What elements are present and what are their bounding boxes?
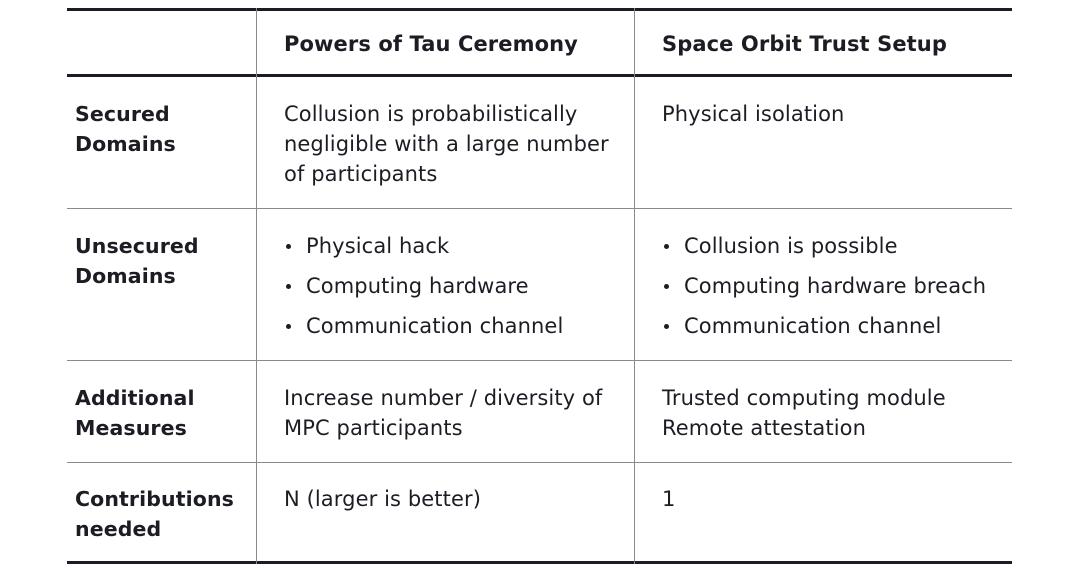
list-item: Physical hack xyxy=(284,231,563,271)
row-label-contributions-needed: Contributions needed xyxy=(75,487,234,541)
column-divider xyxy=(256,8,257,564)
header-powers-of-tau: Powers of Tau Ceremony xyxy=(284,32,578,56)
cell-secured-powers-of-tau: Collusion is probabilistically negligible with a large number of participants xyxy=(284,102,609,186)
cell-measures-space-orbit: Trusted computing module Remote attestation xyxy=(662,386,946,440)
header-bottom-rule xyxy=(67,74,1012,77)
cell-unsecured-space-orbit xyxy=(662,231,986,351)
comparison-table xyxy=(67,8,1012,564)
column-divider xyxy=(634,8,635,564)
row-divider xyxy=(67,360,1012,361)
row-label-secured-domains: Secured Domains xyxy=(75,102,176,156)
cell-unsecured-powers-of-tau xyxy=(284,231,563,351)
list-item: Communication channel xyxy=(284,311,563,351)
bullet-list xyxy=(284,231,563,351)
cell-contributions-space-orbit: 1 xyxy=(662,487,676,511)
row-label-additional-measures: Additional Measures xyxy=(75,386,195,440)
table-top-rule xyxy=(67,8,1012,11)
row-divider xyxy=(67,208,1012,209)
cell-secured-space-orbit: Physical isolation xyxy=(662,102,845,126)
list-item: Computing hardware breach xyxy=(662,271,986,311)
bullet-list xyxy=(662,231,986,351)
list-item: Collusion is possible xyxy=(662,231,986,271)
list-item: Computing hardware xyxy=(284,271,563,311)
header-space-orbit: Space Orbit Trust Setup xyxy=(662,32,947,56)
list-item: Communication channel xyxy=(662,311,986,351)
cell-contributions-powers-of-tau: N (larger is better) xyxy=(284,487,482,511)
row-divider xyxy=(67,462,1012,463)
table-bottom-rule xyxy=(67,561,1012,564)
row-label-unsecured-domains: Unsecured Domains xyxy=(75,234,199,288)
cell-measures-powers-of-tau: Increase number / diversity of MPC participants xyxy=(284,386,603,440)
